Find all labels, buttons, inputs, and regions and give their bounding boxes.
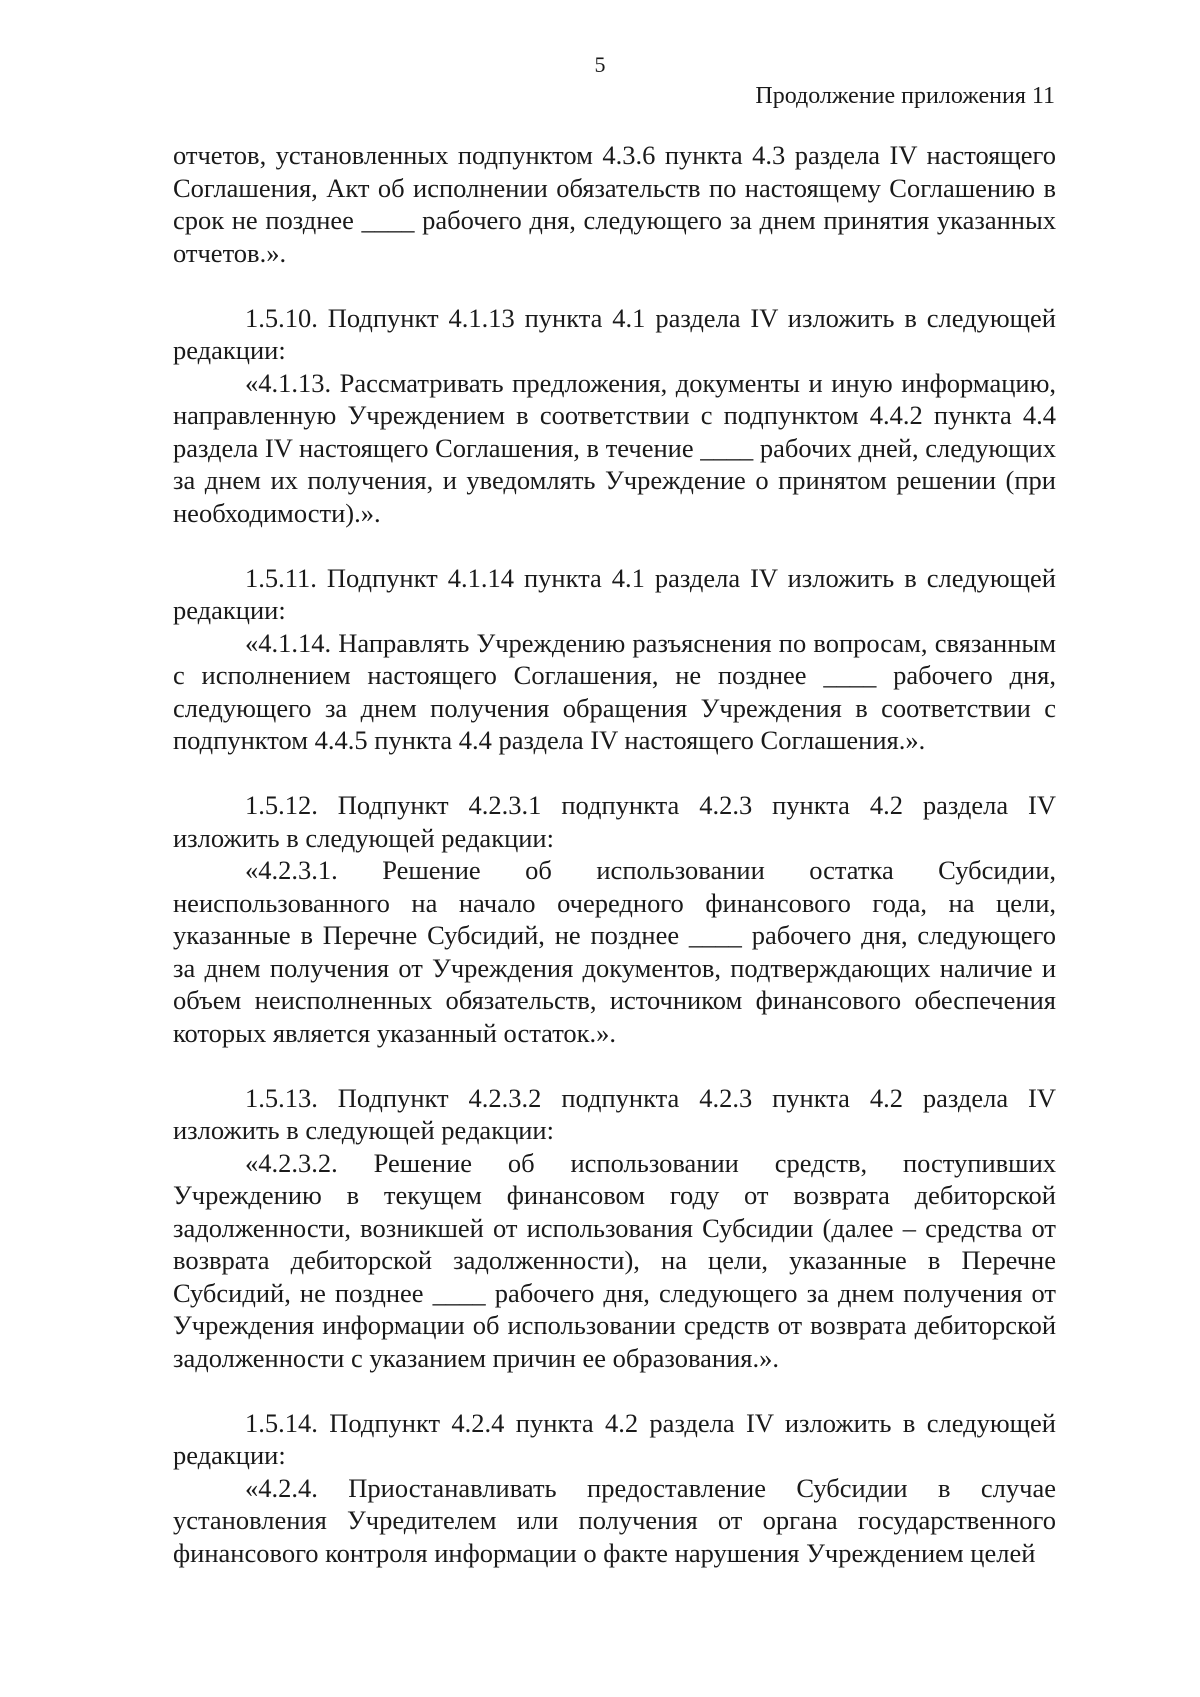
paragraph-4-2-3-2: «4.2.3.2. Решение об использовании средств, поступивших Учреждению в текущем финансовом году от возврата дебиторской задолженности, возникшей от использования Субсидии (далее – средства от возврата дебиторской задолженности), на цели, указанные в Перечне Субсидий, не позднее ____ рабочего дня, следующего за днем получения от Учреждения информации об использовании средств от возврата дебиторской задолженности с указанием причин ее образования.». <box>173 1147 1056 1373</box>
paragraph-4-2-3-1: «4.2.3.1. Решение об использовании остатка Субсидии, неиспользованного на начало очередного финансового года, на цели, указанные в Перечне Субсидий, не позднее ____ рабочего дня, следующего за днем получения от Учреждения документов, подтверждающих наличие и объем неисполненных обязательств, источником финансового обеспечения которых является указанный остаток.». <box>173 855 1056 1048</box>
paragraph-4-1-13: «4.1.13. Рассматривать предложения, документы и иную информацию, направленную Учреждением в соответствии с подпунктом 4.4.2 пункта 4.4 раздела IV настоящего Соглашения, в течение ____ рабочих дней, следующих за днем их получения, и уведомлять Учреждение о принятом решении (при необходимости).». <box>173 367 1056 528</box>
continuation-label: Продолжение приложения 11 <box>755 83 1055 109</box>
paragraph-1-5-12: 1.5.12. Подпункт 4.2.3.1 подпункта 4.2.3 пункта 4.2 раздела IV изложить в следующей редакции: <box>173 790 1056 853</box>
paragraph-1-5-10: 1.5.10. Подпункт 4.1.13 пункта 4.1 раздела IV изложить в следующей редакции: <box>173 302 1056 365</box>
page-number: 5 <box>594 52 606 77</box>
document-body <box>173 139 1056 1569</box>
paragraph-1-5-11: 1.5.11. Подпункт 4.1.14 пункта 4.1 раздела IV изложить в следующей редакции: <box>173 562 1056 625</box>
paragraph-continued: отчетов, установленных подпунктом 4.3.6 пункта 4.3 раздела IV настоящего Соглашения, Акт об исполнении обязательств по настоящему Соглашению в срок не позднее ____ рабочего дня, следующего за днем принятия указанных отчетов.». <box>173 140 1056 268</box>
paragraph-4-1-14: «4.1.14. Направлять Учреждению разъяснения по вопросам, связанным с исполнением настоящего Соглашения, не позднее ____ рабочего дня, следующего за днем получения обращения Учреждения в соответствии с подпунктом 4.4.5 пункта 4.4 раздела IV настоящего Соглашения.». <box>173 627 1056 755</box>
paragraph-1-5-13: 1.5.13. Подпункт 4.2.3.2 подпункта 4.2.3 пункта 4.2 раздела IV изложить в следующей редакции: <box>173 1082 1056 1145</box>
paragraph-1-5-14: 1.5.14. Подпункт 4.2.4 пункта 4.2 раздела IV изложить в следующей редакции: <box>173 1407 1056 1470</box>
paragraph-4-2-4: «4.2.4. Приостанавливать предоставление Субсидии в случае установления Учредителем или получения от органа государственного финансового контроля информации о факте нарушения Учреждением целей <box>173 1472 1056 1568</box>
